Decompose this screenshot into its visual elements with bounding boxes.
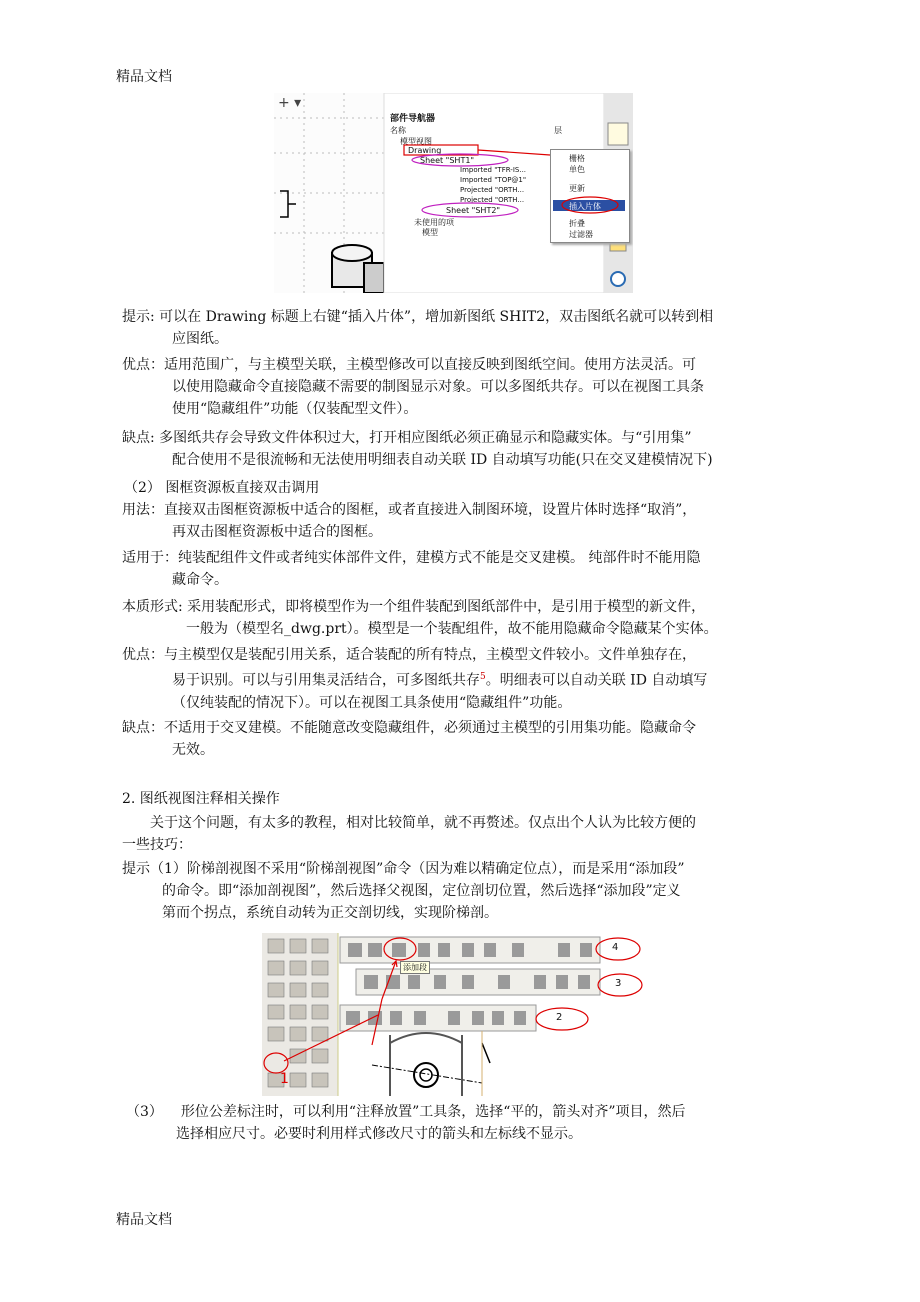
mark: 2 xyxy=(556,1012,563,1023)
page-header: 精品文档 xyxy=(116,69,172,85)
tree-item[interactable]: 未使用的项 xyxy=(414,218,454,227)
menu-item[interactable]: 栅格 xyxy=(569,154,585,163)
intro: 关于这个问题，有太多的教程，相对比较简单，就不再赘述。仅点出个人认为比较方便的 一些技巧： xyxy=(122,815,696,853)
tree-item[interactable]: Projected "ORTH... xyxy=(460,196,525,204)
mark: 4 xyxy=(612,942,619,953)
usage: 用法：直接双击图框资源板中适合的图框，或者直接进入制图环境，设置片体时选择“取消”， 再双击图框资源板中适合的图框。 xyxy=(122,502,697,540)
menu-item[interactable]: 折叠 xyxy=(569,219,585,228)
menu-item[interactable]: 更新 xyxy=(569,184,585,193)
tree-item[interactable]: 模型 xyxy=(422,228,438,237)
panel-title: 部件导航器 xyxy=(390,114,436,124)
menu-item-insert-sheet[interactable]: 插入片体 xyxy=(569,202,601,211)
section-2-heading: （2） 图框资源板直接双击调用 xyxy=(124,480,320,496)
tree-item[interactable]: Imported "TOP@1" xyxy=(460,176,527,184)
disadvantages-2: 缺点：不适用于交叉建模。不能随意改变隐藏组件，必须通过主模型的引用集功能。隐藏命令 无效。 xyxy=(122,720,696,758)
mark: 3 xyxy=(615,978,622,989)
applicable: 适用于：纯装配组件文件或者纯实体部件文件，建模方式不能是交叉建模。 纯部件时不能用隐 藏命令。 xyxy=(122,550,701,588)
heading-2: 2. 图纸视图注释相关操作 xyxy=(122,791,280,807)
tree-item[interactable]: Sheet "SHT1" xyxy=(420,156,475,165)
menu-item[interactable]: 过滤器 xyxy=(569,230,593,239)
col-layer: 层 xyxy=(554,126,562,135)
tree-item[interactable]: Sheet "SHT2" xyxy=(446,206,501,215)
mark: 1 xyxy=(280,1071,289,1087)
part-navigator-screenshot xyxy=(274,93,633,293)
tree-item[interactable]: Imported "TFR-IS... xyxy=(460,166,527,174)
tree-item-drawing[interactable]: Drawing xyxy=(408,146,442,155)
tree-item[interactable]: Projected "ORTH... xyxy=(460,186,525,194)
advantages-1: 优点：适用范围广，与主模型关联，主模型修改可以直接反映到图纸空间。使用方法灵活。可 以使用隐藏命令直接隐藏不需要的制图显示对象。可以多图纸共存。可以在视图工具条 使用“隐藏组件”功能（仅装配型文件）。 xyxy=(122,357,704,417)
disadvantages-1: 缺点: 多图纸共存会导致文件体积过大，打开相应图纸必须正确显示和隐藏实体。与“引用集” 配合使用不是很流畅和无法使用明细表自动关联 ID 自动填写功能(只在交叉建模情况下) xyxy=(122,430,713,468)
tip-1: 提示: 可以在 Drawing 标题上右键“插入片体”，增加新图纸 SHIT2，双击图纸名就可以转到相 应图纸。 xyxy=(122,309,714,347)
tree-item[interactable]: 模型视图 xyxy=(400,137,432,146)
tooltip-add-segment: 添加段 xyxy=(400,961,430,974)
section-3: （3） 形位公差标注时，可以利用“注释放置”工具条，选择“平的，箭头对齐”项目，然后 选择相应尺寸。必要时利用样式修改尺寸的箭头和左标线不显示。 xyxy=(126,1104,686,1142)
toolbar-screenshot xyxy=(262,933,646,1096)
page-footer: 精品文档 xyxy=(116,1212,172,1228)
tip-2: 提示（1）阶梯剖视图不采用“阶梯剖视图”命令（因为难以精确定位点），而是采用“添加段” 的命令。即“添加剖视图”，然后选择父视图，定位剖切位置，然后选择“添加段”定义 第而个拐点，系统自动转为正交剖切线，实现阶梯剖。 xyxy=(122,861,685,921)
menu-item[interactable]: 单色 xyxy=(569,165,585,174)
svg-text:+ ▾: + ▾ xyxy=(278,95,302,111)
col-name: 名称 xyxy=(390,126,406,135)
advantages-2: 优点：与主模型仅是装配引用关系，适合装配的所有特点，主模型文件较小。文件单独存在， 易于识别。可以与引用集灵活结合，可多图纸共存$^5$。明细表可以自动关联 ID 自动填写 （仅纯装配的情况下）。可以在视图工具条使用“隐藏组件”功能。 xyxy=(122,647,708,711)
essence: 本质形式: 采用装配形式，即将模型作为一个组件装配到图纸部件中，是引用于模型的新文件， 一般为（模型名_dwg.prt）。模型是一个装配组件，故不能用隐藏命令隐藏某个实体。 xyxy=(122,599,718,637)
